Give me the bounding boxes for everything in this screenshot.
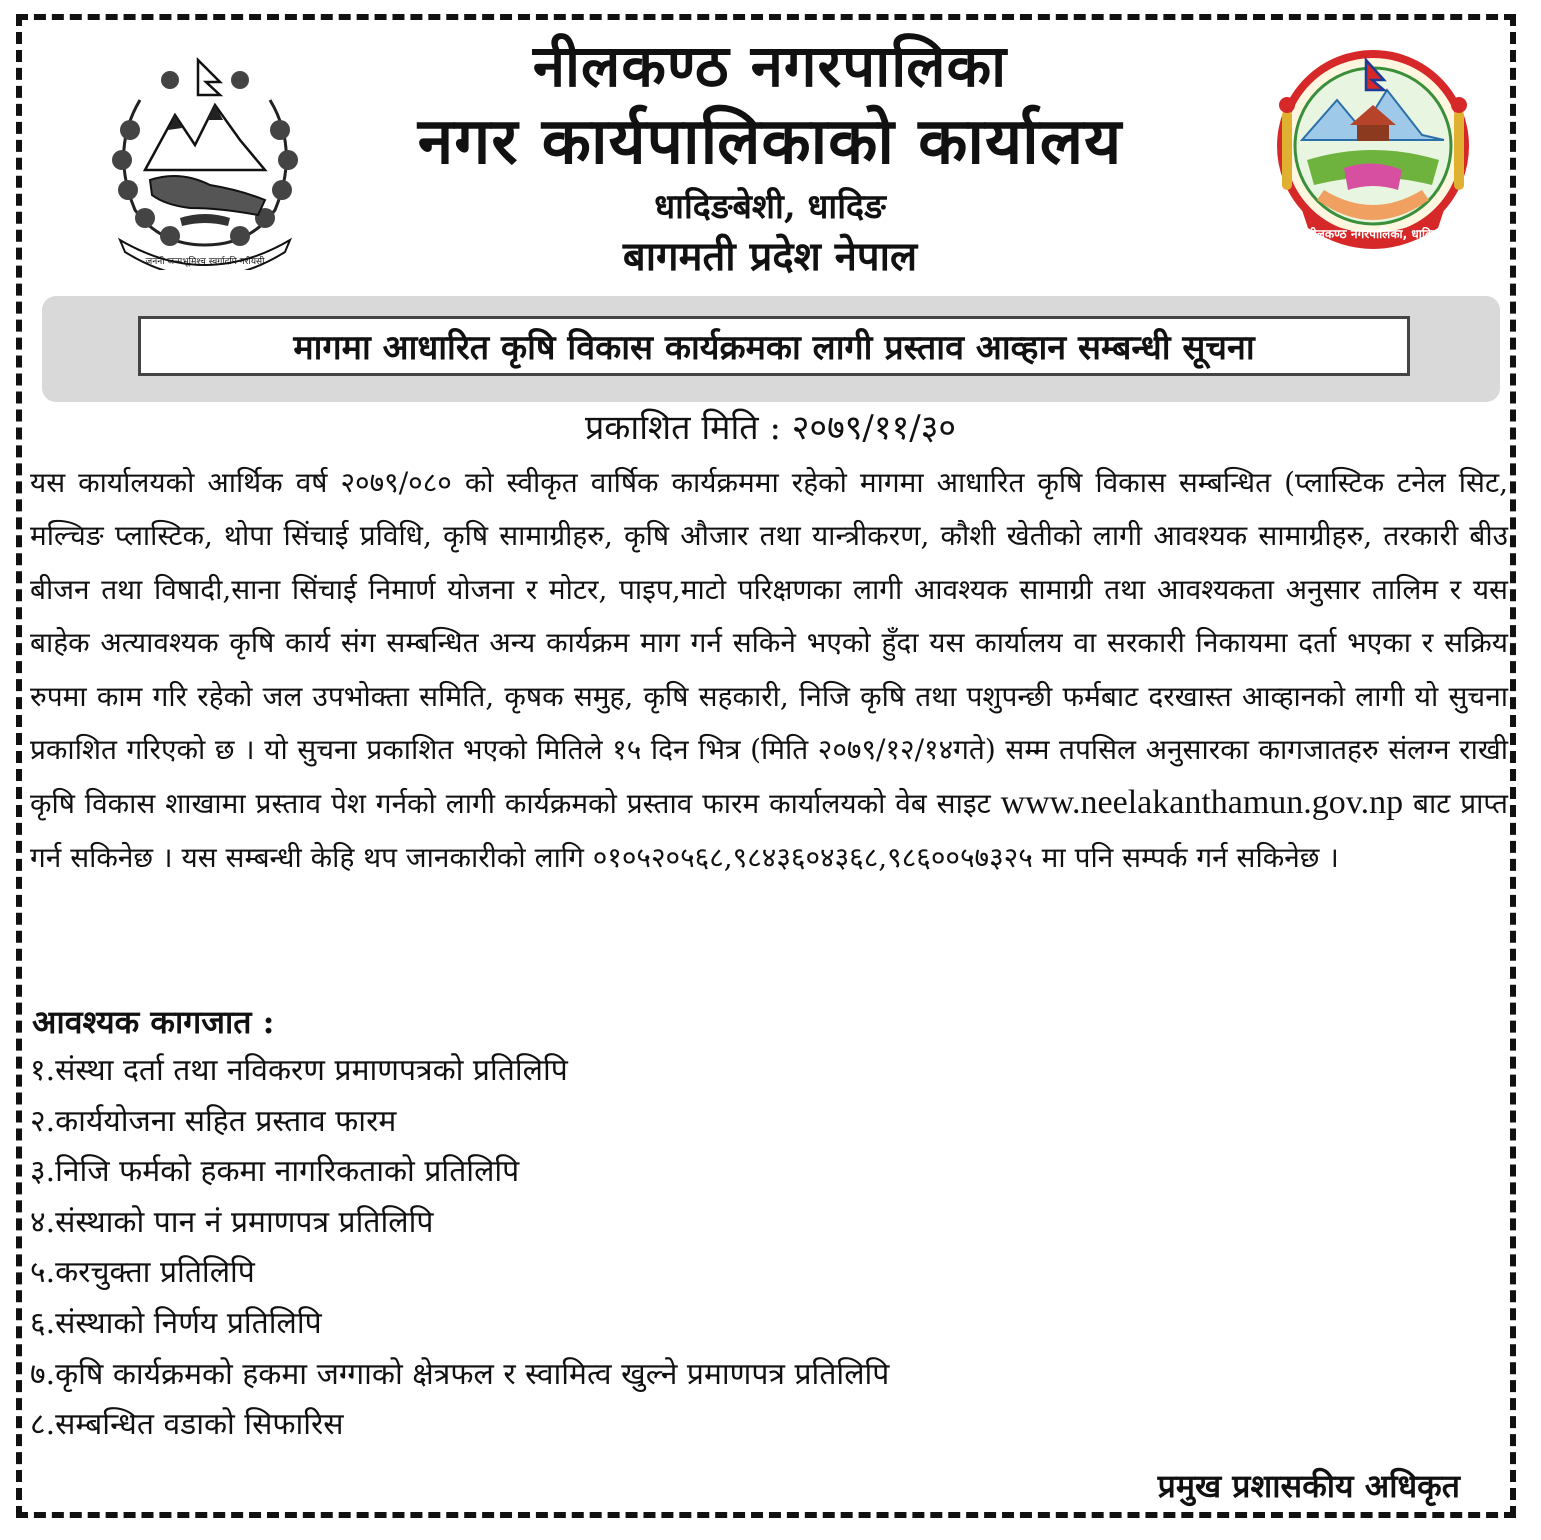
published-date: प्रकाशित मिति : २०७९/११/३०	[584, 408, 957, 448]
body-part-1: यस कार्यालयको आर्थिक वर्ष २०७९/०८० को स्वीकृत वार्षिक कार्यक्रममा रहेको मागमा आधारित कृषि विकास सम्बन्धित (प्लास्टिक टनेल सिट, मल्चिङ प्लास्टिक, थोपा सिंचाई प्रविधि, कृषि सामाग्रीहरु, कृषि औजार तथा यान्त्रीकरण, कौशी खेतीको लागी आवश्यक सामाग्रीहरु, तरकारी बीउ बीजन तथा विषादी,साना सिंचाई निमार्ण योजना र मोटर, पाइप,माटो परिक्षणका लागी आवश्यक सामाग्री तथा आवश्यकता अनुसार तालिम र यस बाहेक अत्यावश्यक कृषि कार्य संग सम्बन्धित अन्य कार्यक्रम माग गर्न सकिने भएको हुँदा यस कार्यालय वा सरकारी निकायमा दर्ता भएका र सक्रिय रुपमा काम गरि रहेको जल उपभोक्ता समिति, कृषक समुह, कृषि सहकारी, निजि कृषि तथा पशुपन्छी फर्मबाट दरखास्त आव्हानको लागी यो सुचना प्रकाशित गरिएको छ । यो सुचना प्रकाशित भएको मितिले १५ दिन भित्र (मिति २०७९/१२/१४गते) सम्म तपसिल अनुसारका कागजातहरु संलग्न राखी कृषि विकास शाखामा प्रस्ताव पेश गर्नको लागी कार्यक्रमको प्रस्ताव फारम कार्यालयको वेब साइट	[30, 466, 1508, 821]
title-banner	[42, 296, 1500, 402]
list-item: ८.सम्बन्धित वडाको सिफारिस	[30, 1407, 344, 1443]
office-location: धादिङबेशी, धादिङ	[654, 187, 886, 227]
notice-title-box	[138, 316, 1410, 376]
website-link[interactable]: www.neelakanthamun.gov.np	[1000, 784, 1404, 822]
office-header	[330, 30, 1210, 282]
logo-caption: नीलकण्ठ नगरपालिका, धादिङ	[1306, 227, 1440, 241]
list-item: ३.निजि फर्मको हकमा नागरिकताको प्रतिलिपि	[30, 1154, 520, 1190]
list-item: २.कार्ययोजना सहित प्रस्ताव फारम	[30, 1103, 397, 1139]
notice-body	[30, 456, 1508, 884]
requirements-list	[30, 1046, 889, 1451]
municipality-logo-icon	[1262, 50, 1484, 250]
municipality-name: नीलकण्ठ नगरपालिका	[532, 32, 1008, 100]
office-province: बागमती प्रदेश नेपाल	[622, 233, 918, 280]
nepal-emblem-icon	[100, 40, 310, 270]
list-item: ५.करचुक्ता प्रतिलिपि	[30, 1255, 255, 1291]
emblem-motto: जननी जन्मभूमिश्च स्वर्गादपि गरीयसी	[145, 257, 265, 267]
list-item: ६.संस्थाको निर्णय प्रतिलिपि	[30, 1305, 322, 1341]
notice-title: मागमा आधारित कृषि विकास कार्यक्रमका लागी प्रस्ताव आव्हान सम्बन्धी सूचना	[293, 328, 1255, 368]
list-item: ४.संस्थाको पान नं प्रमाणपत्र प्रतिलिपि	[30, 1204, 434, 1240]
signatory-title: प्रमुख प्रशासकीय अधिकृत	[1157, 1467, 1460, 1505]
office-name: नगर कार्यपालिकाको कार्यालय	[417, 104, 1123, 179]
requirements-heading: आवश्यक कागजात :	[32, 1003, 275, 1041]
list-item: ७.कृषि कार्यक्रमको हकमा जग्गाको क्षेत्रफल र स्वामित्व खुल्ने प्रमाणपत्र प्रतिलिपि	[30, 1356, 890, 1392]
body-part-2: बाट प्राप्त गर्न सकिनेछ । यस सम्बन्धी केहि थप जानकारीको लागि ०१०५२०५६८,९८४३६०४३६८,९८६००५७३२५ मा पनि सम्पर्क गर्न सकिनेछ ।	[30, 787, 1508, 874]
list-item: १.संस्था दर्ता तथा नविकरण प्रमाणपत्रको प्रतिलिपि	[30, 1053, 568, 1088]
